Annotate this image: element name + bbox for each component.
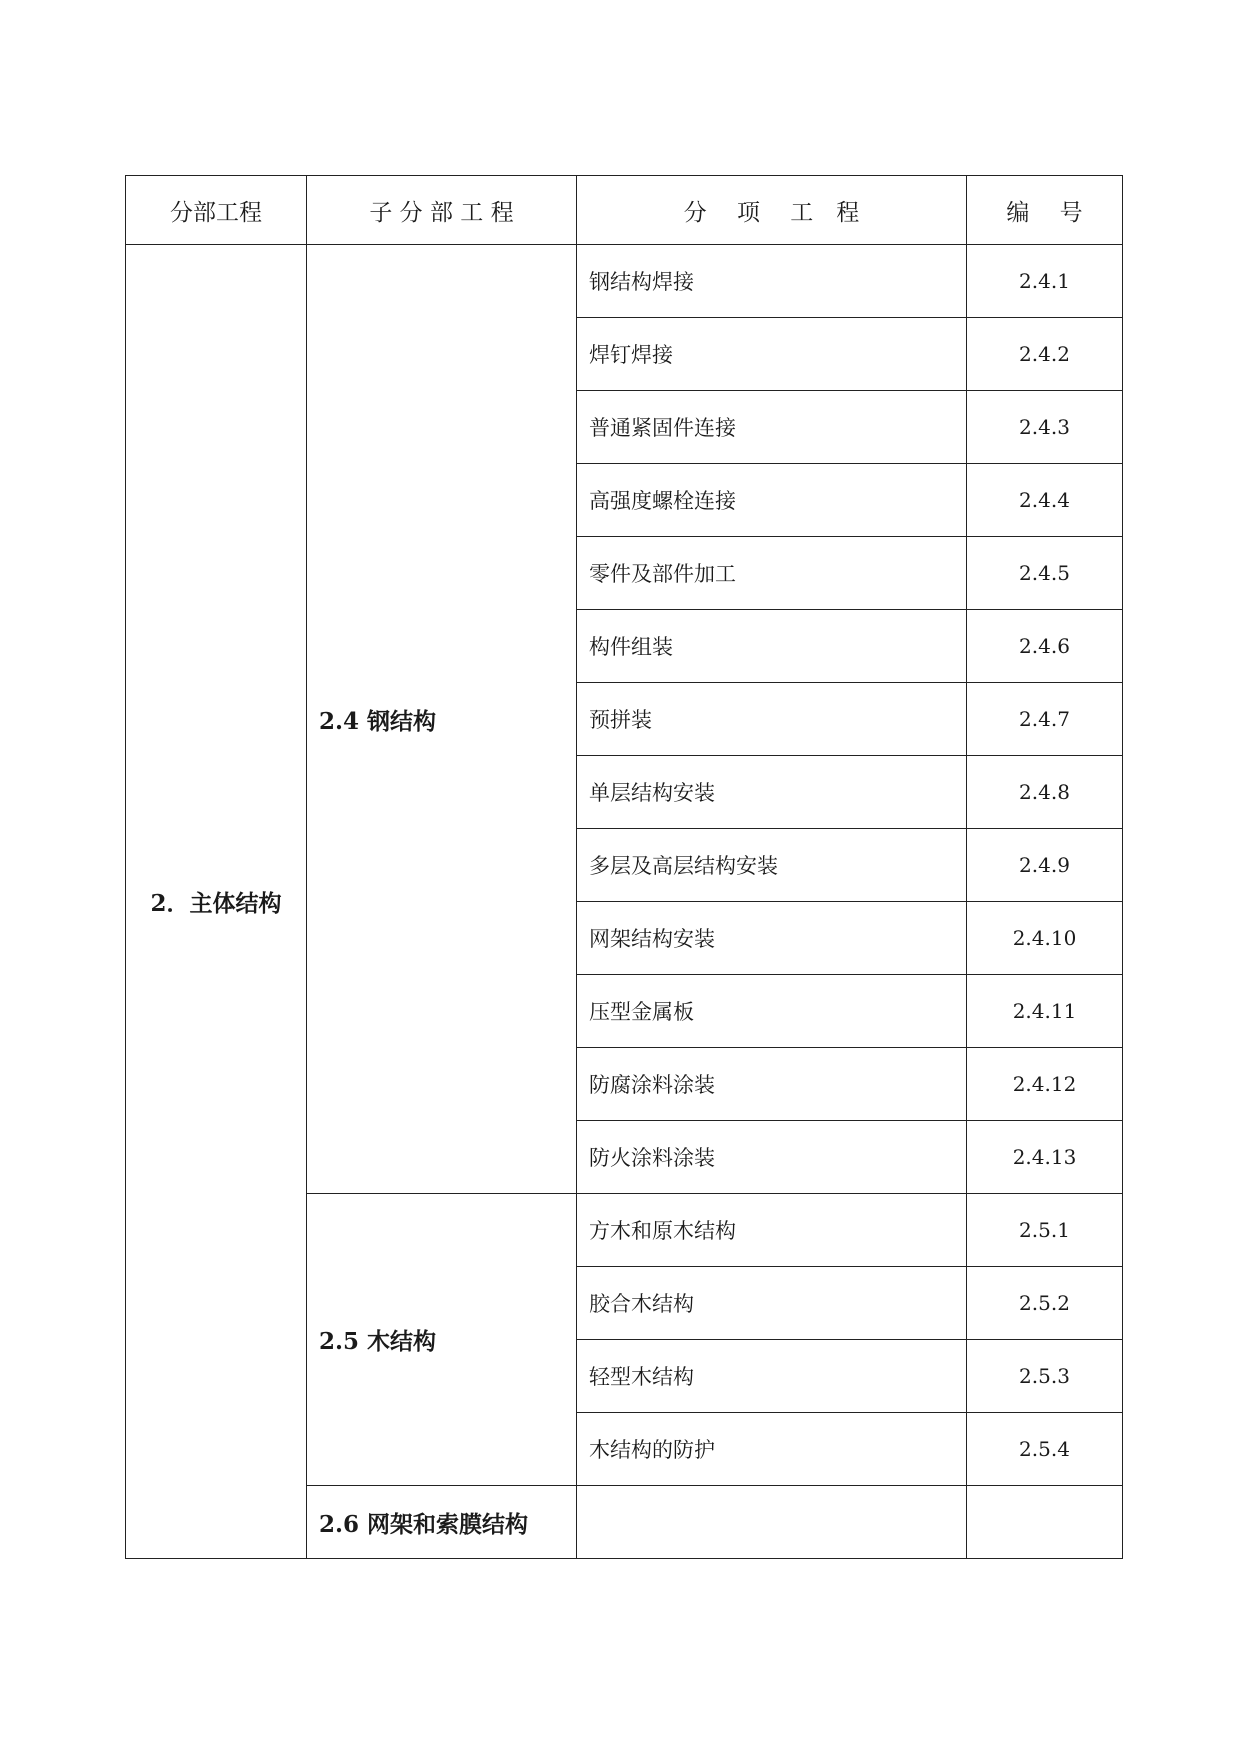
item-code-cell: 2.4.9 xyxy=(967,829,1123,902)
item-name-cell: 焊钉焊接 xyxy=(577,318,967,391)
item-name-cell: 单层结构安装 xyxy=(577,756,967,829)
item-code-cell: 2.4.3 xyxy=(967,391,1123,464)
item-name-cell: 普通紧固件连接 xyxy=(577,391,967,464)
item-name-cell xyxy=(577,1486,967,1559)
item-code-cell: 2.5.2 xyxy=(967,1267,1123,1340)
item-name-cell: 钢结构焊接 xyxy=(577,245,967,318)
header-item: 分 项 工 程 xyxy=(577,176,967,245)
item-code-cell: 2.4.8 xyxy=(967,756,1123,829)
item-name-cell: 防腐涂料涂装 xyxy=(577,1048,967,1121)
item-code-cell: 2.4.7 xyxy=(967,683,1123,756)
item-name-cell: 压型金属板 xyxy=(577,975,967,1048)
item-name-cell: 构件组装 xyxy=(577,610,967,683)
item-name-cell: 防火涂料涂装 xyxy=(577,1121,967,1194)
item-code-cell: 2.4.4 xyxy=(967,464,1123,537)
header-row xyxy=(126,176,1123,245)
item-code-cell: 2.4.12 xyxy=(967,1048,1123,1121)
division-table xyxy=(125,175,1123,1559)
item-name-cell: 多层及高层结构安装 xyxy=(577,829,967,902)
item-name-cell: 网架结构安装 xyxy=(577,902,967,975)
item-code-cell: 2.4.5 xyxy=(967,537,1123,610)
item-code-cell: 2.4.10 xyxy=(967,902,1123,975)
header-division: 分部工程 xyxy=(126,176,307,245)
subdivision-cell: 2.4 钢结构 xyxy=(307,245,577,1194)
item-code-cell: 2.5.3 xyxy=(967,1340,1123,1413)
item-code-cell: 2.4.1 xyxy=(967,245,1123,318)
table-row xyxy=(126,245,1123,318)
header-subdivision: 子 分 部 工 程 xyxy=(307,176,577,245)
subdivision-cell: 2.6 网架和索膜结构 xyxy=(307,1486,577,1559)
item-name-cell: 高强度螺栓连接 xyxy=(577,464,967,537)
header-code: 编 号 xyxy=(967,176,1123,245)
item-name-cell: 零件及部件加工 xyxy=(577,537,967,610)
item-code-cell: 2.4.13 xyxy=(967,1121,1123,1194)
item-name-cell: 轻型木结构 xyxy=(577,1340,967,1413)
division-cell: 2．主体结构 xyxy=(126,245,307,1559)
item-name-cell: 预拼装 xyxy=(577,683,967,756)
item-code-cell: 2.5.1 xyxy=(967,1194,1123,1267)
item-name-cell: 胶合木结构 xyxy=(577,1267,967,1340)
subdivision-cell: 2.5 木结构 xyxy=(307,1194,577,1486)
item-name-cell: 木结构的防护 xyxy=(577,1413,967,1486)
item-code-cell xyxy=(967,1486,1123,1559)
item-code-cell: 2.4.2 xyxy=(967,318,1123,391)
table-header xyxy=(126,176,1123,245)
item-code-cell: 2.5.4 xyxy=(967,1413,1123,1486)
item-code-cell: 2.4.11 xyxy=(967,975,1123,1048)
item-name-cell: 方木和原木结构 xyxy=(577,1194,967,1267)
table-body xyxy=(126,245,1123,1559)
item-code-cell: 2.4.6 xyxy=(967,610,1123,683)
